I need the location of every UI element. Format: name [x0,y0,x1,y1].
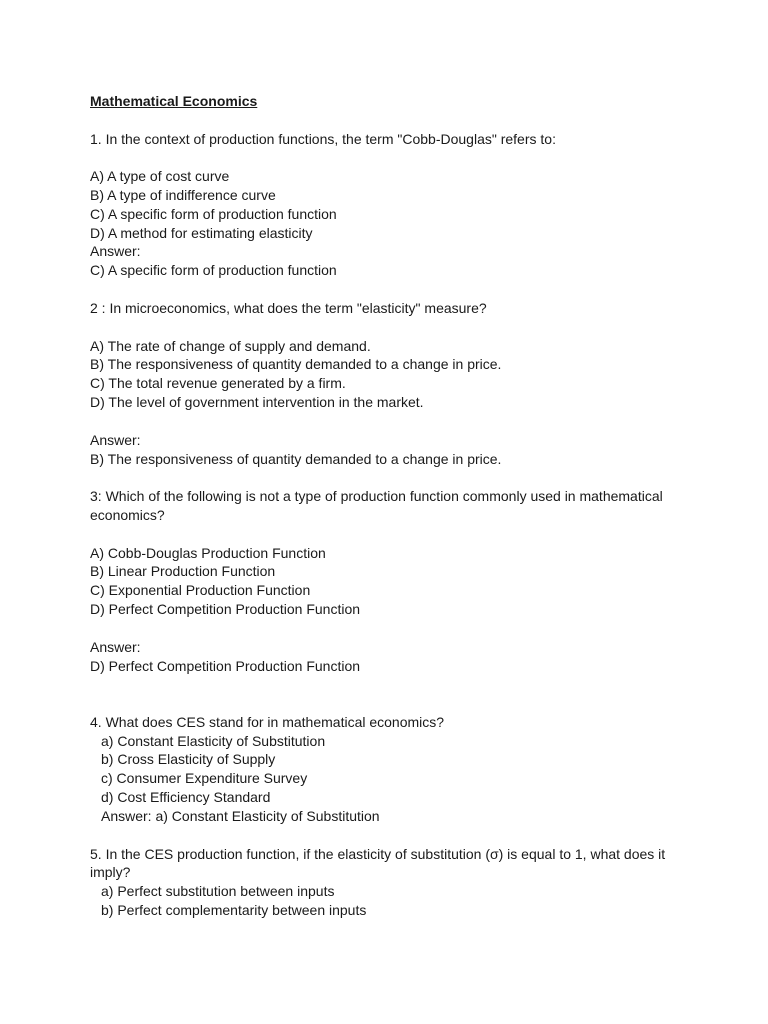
document-title: Mathematical Economics [90,93,258,109]
q3-option-a: A) Cobb-Douglas Production Function [90,545,326,561]
q5-option-b: b) Perfect complementarity between inputs [101,902,367,918]
q1-answer-label: Answer: [90,243,141,259]
q1-option-b: B) A type of indifference curve [90,187,276,203]
q2-option-d: D) The level of government intervention in the market. [90,394,424,410]
question-1: 1. In the context of production functions, the term "Cobb-Douglas" refers to: [90,131,556,147]
question-2: 2 : In microeconomics, what does the term "elasticity" measure? [90,300,487,316]
q1-option-d: D) A method for estimating elasticity [90,225,313,241]
q1-option-c: C) A specific form of production function [90,206,337,222]
q2-option-a: A) The rate of change of supply and demand. [90,338,371,354]
question-3-line-1: 3: Which of the following is not a type of production function commonly used in mathematical [90,488,663,504]
q3-answer: D) Perfect Competition Production Function [90,658,361,674]
q1-option-a: A) A type of cost curve [90,168,230,184]
q3-option-c: C) Exponential Production Function [90,582,311,598]
question-5-line-1: 5. In the CES production function, if the elasticity of substitution (σ) is equal to 1, what does it [90,846,666,862]
q4-answer: Answer: a) Constant Elasticity of Substitution [101,808,380,824]
question-4: 4. What does CES stand for in mathematical economics? [90,714,445,730]
q4-option-a: a) Constant Elasticity of Substitution [101,733,326,749]
q3-option-d: D) Perfect Competition Production Function [90,601,361,617]
q5-option-a: a) Perfect substitution between inputs [101,883,335,899]
q3-option-b: B) Linear Production Function [90,563,276,579]
q3-answer-label: Answer: [90,639,141,655]
q4-option-d: d) Cost Efficiency Standard [101,789,271,805]
q1-answer: C) A specific form of production function [90,262,337,278]
q2-option-c: C) The total revenue generated by a firm. [90,375,346,391]
question-3-line-2: economics? [90,507,165,523]
q4-option-c: c) Consumer Expenditure Survey [101,770,308,786]
q2-answer: B) The responsiveness of quantity demanded to a change in price. [90,451,502,467]
q2-answer-label: Answer: [90,432,141,448]
q4-option-b: b) Cross Elasticity of Supply [101,751,276,767]
question-5-line-2: imply? [90,864,131,880]
q2-option-b: B) The responsiveness of quantity demanded to a change in price. [90,356,502,372]
